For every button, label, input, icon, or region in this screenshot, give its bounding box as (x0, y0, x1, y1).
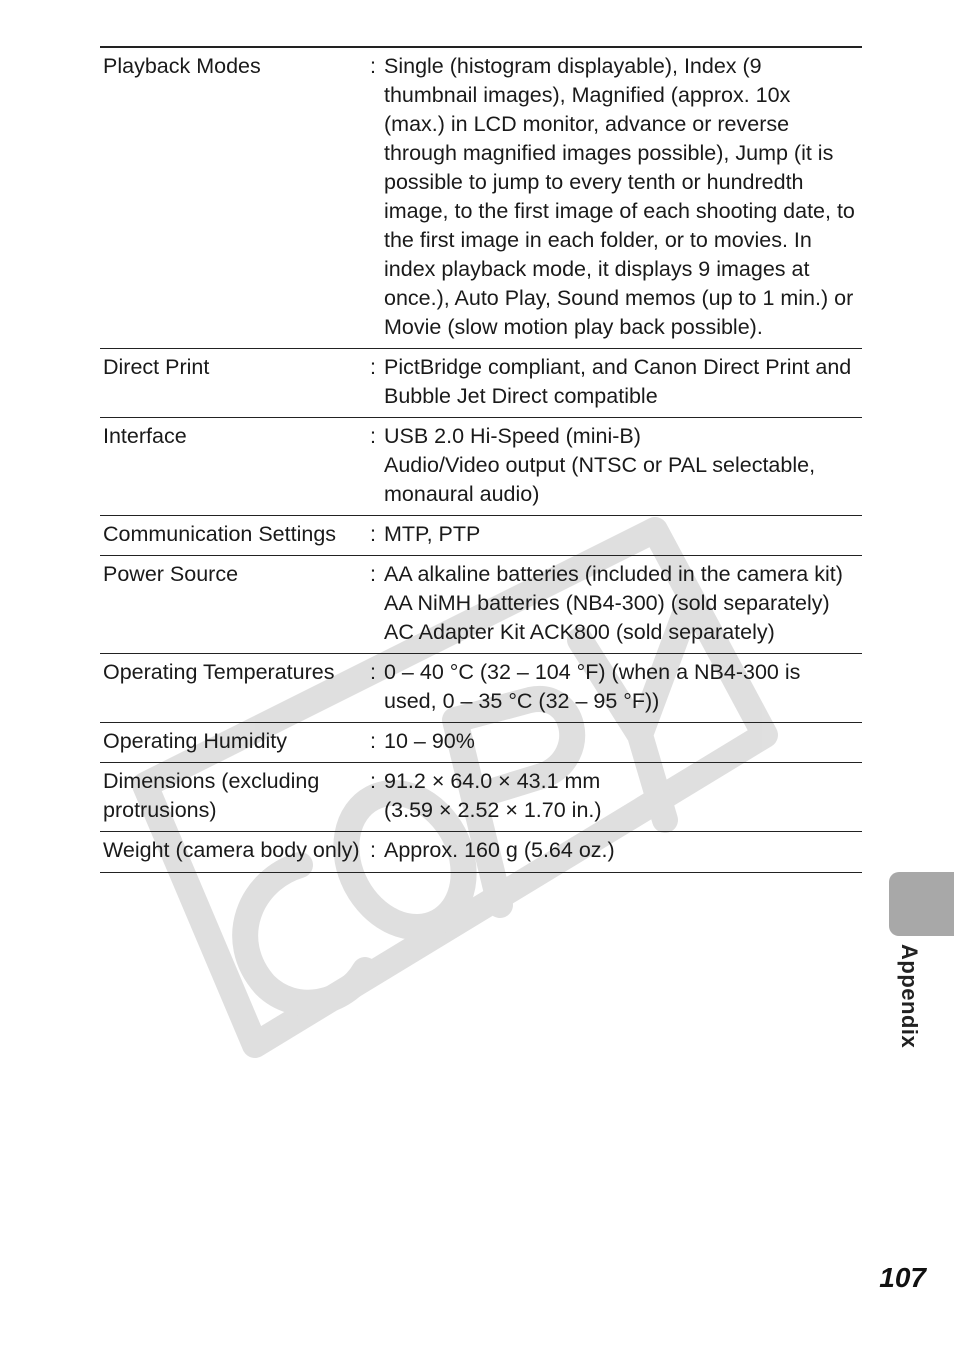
spec-row-interface (100, 418, 862, 516)
spec-separator: : (370, 660, 376, 684)
spec-label: Playback Modes (103, 54, 261, 78)
spec-separator: : (370, 522, 376, 546)
spec-row-communication-settings (100, 516, 862, 556)
spec-value (380, 560, 862, 647)
page-number: 107 (879, 1262, 926, 1293)
spec-row-dimensions (100, 763, 862, 832)
spec-row-weight (100, 832, 862, 873)
spec-separator: : (370, 424, 376, 448)
spec-label: Weight (camera body only) (103, 838, 360, 862)
spec-separator: : (370, 769, 376, 793)
spec-row-playback-modes (100, 48, 862, 349)
spec-label: Interface (103, 424, 187, 448)
spec-value-line: AC Adapter Kit ACK800 (sold separately) (384, 620, 775, 644)
spec-value: 10 – 90% (384, 729, 475, 753)
spec-label: Operating Temperatures (103, 660, 335, 684)
spec-row-direct-print (100, 349, 862, 418)
spec-value: PictBridge compliant, and Canon Direct Print and Bubble Jet Direct compatible (384, 355, 852, 408)
spec-label: Communication Settings (103, 522, 337, 546)
spec-row-operating-temperatures (100, 654, 862, 723)
spec-value-line: AA alkaline batteries (included in the camera kit) AA NiMH batteries (NB4-300) (sold separately) (384, 562, 843, 615)
spec-separator: : (370, 54, 376, 78)
spec-label: Direct Print (103, 355, 210, 379)
spec-value-line: Audio/Video output (NTSC or PAL selectable, monaural audio) (384, 453, 816, 506)
spec-row-power-source (100, 556, 862, 654)
spec-value (380, 767, 862, 825)
spec-row-operating-humidity (100, 723, 862, 763)
spec-value: MTP, PTP (384, 522, 481, 546)
spec-label: Dimensions (excluding protrusions) (103, 769, 320, 822)
spec-separator: : (370, 562, 376, 586)
spec-label: Power Source (103, 562, 239, 586)
spec-separator: : (370, 355, 376, 379)
spec-value-line: (3.59 × 2.52 × 1.70 in.) (384, 798, 602, 822)
appendix-tab-label (882, 944, 932, 1064)
spec-value-line: 91.2 × 64.0 × 43.1 mm (384, 769, 601, 793)
specifications-table (100, 46, 862, 873)
spec-separator: : (370, 838, 376, 862)
spec-label: Operating Humidity (103, 729, 288, 753)
spec-value: Approx. 160 g (5.64 oz.) (384, 838, 615, 862)
spec-value: Single (histogram displayable), Index (9 thumbnail images), Magnified (approx. 10x (max.) in LCD monitor, advance or reverse through magnified images possible), Jump (it is possible to jump to every tenth or hundredth image, to the first image of each shooting date, to the first image in each folder, or to movies. In index playback mode, it displays 9 images at once.), Auto Play, Sound memos (up to 1 min.) or Movie (slow motion play back possible). (384, 54, 855, 339)
appendix-label-text: Appendix (897, 944, 922, 1049)
spec-value (380, 422, 862, 509)
spec-value: 0 – 40 °C (32 – 104 °F) (when a NB4-300 is used, 0 – 35 °C (32 – 95 °F)) (384, 660, 801, 713)
appendix-tab-marker (889, 872, 954, 936)
spec-separator: : (370, 729, 376, 753)
spec-value-line: USB 2.0 Hi-Speed (mini-B) (384, 424, 641, 448)
